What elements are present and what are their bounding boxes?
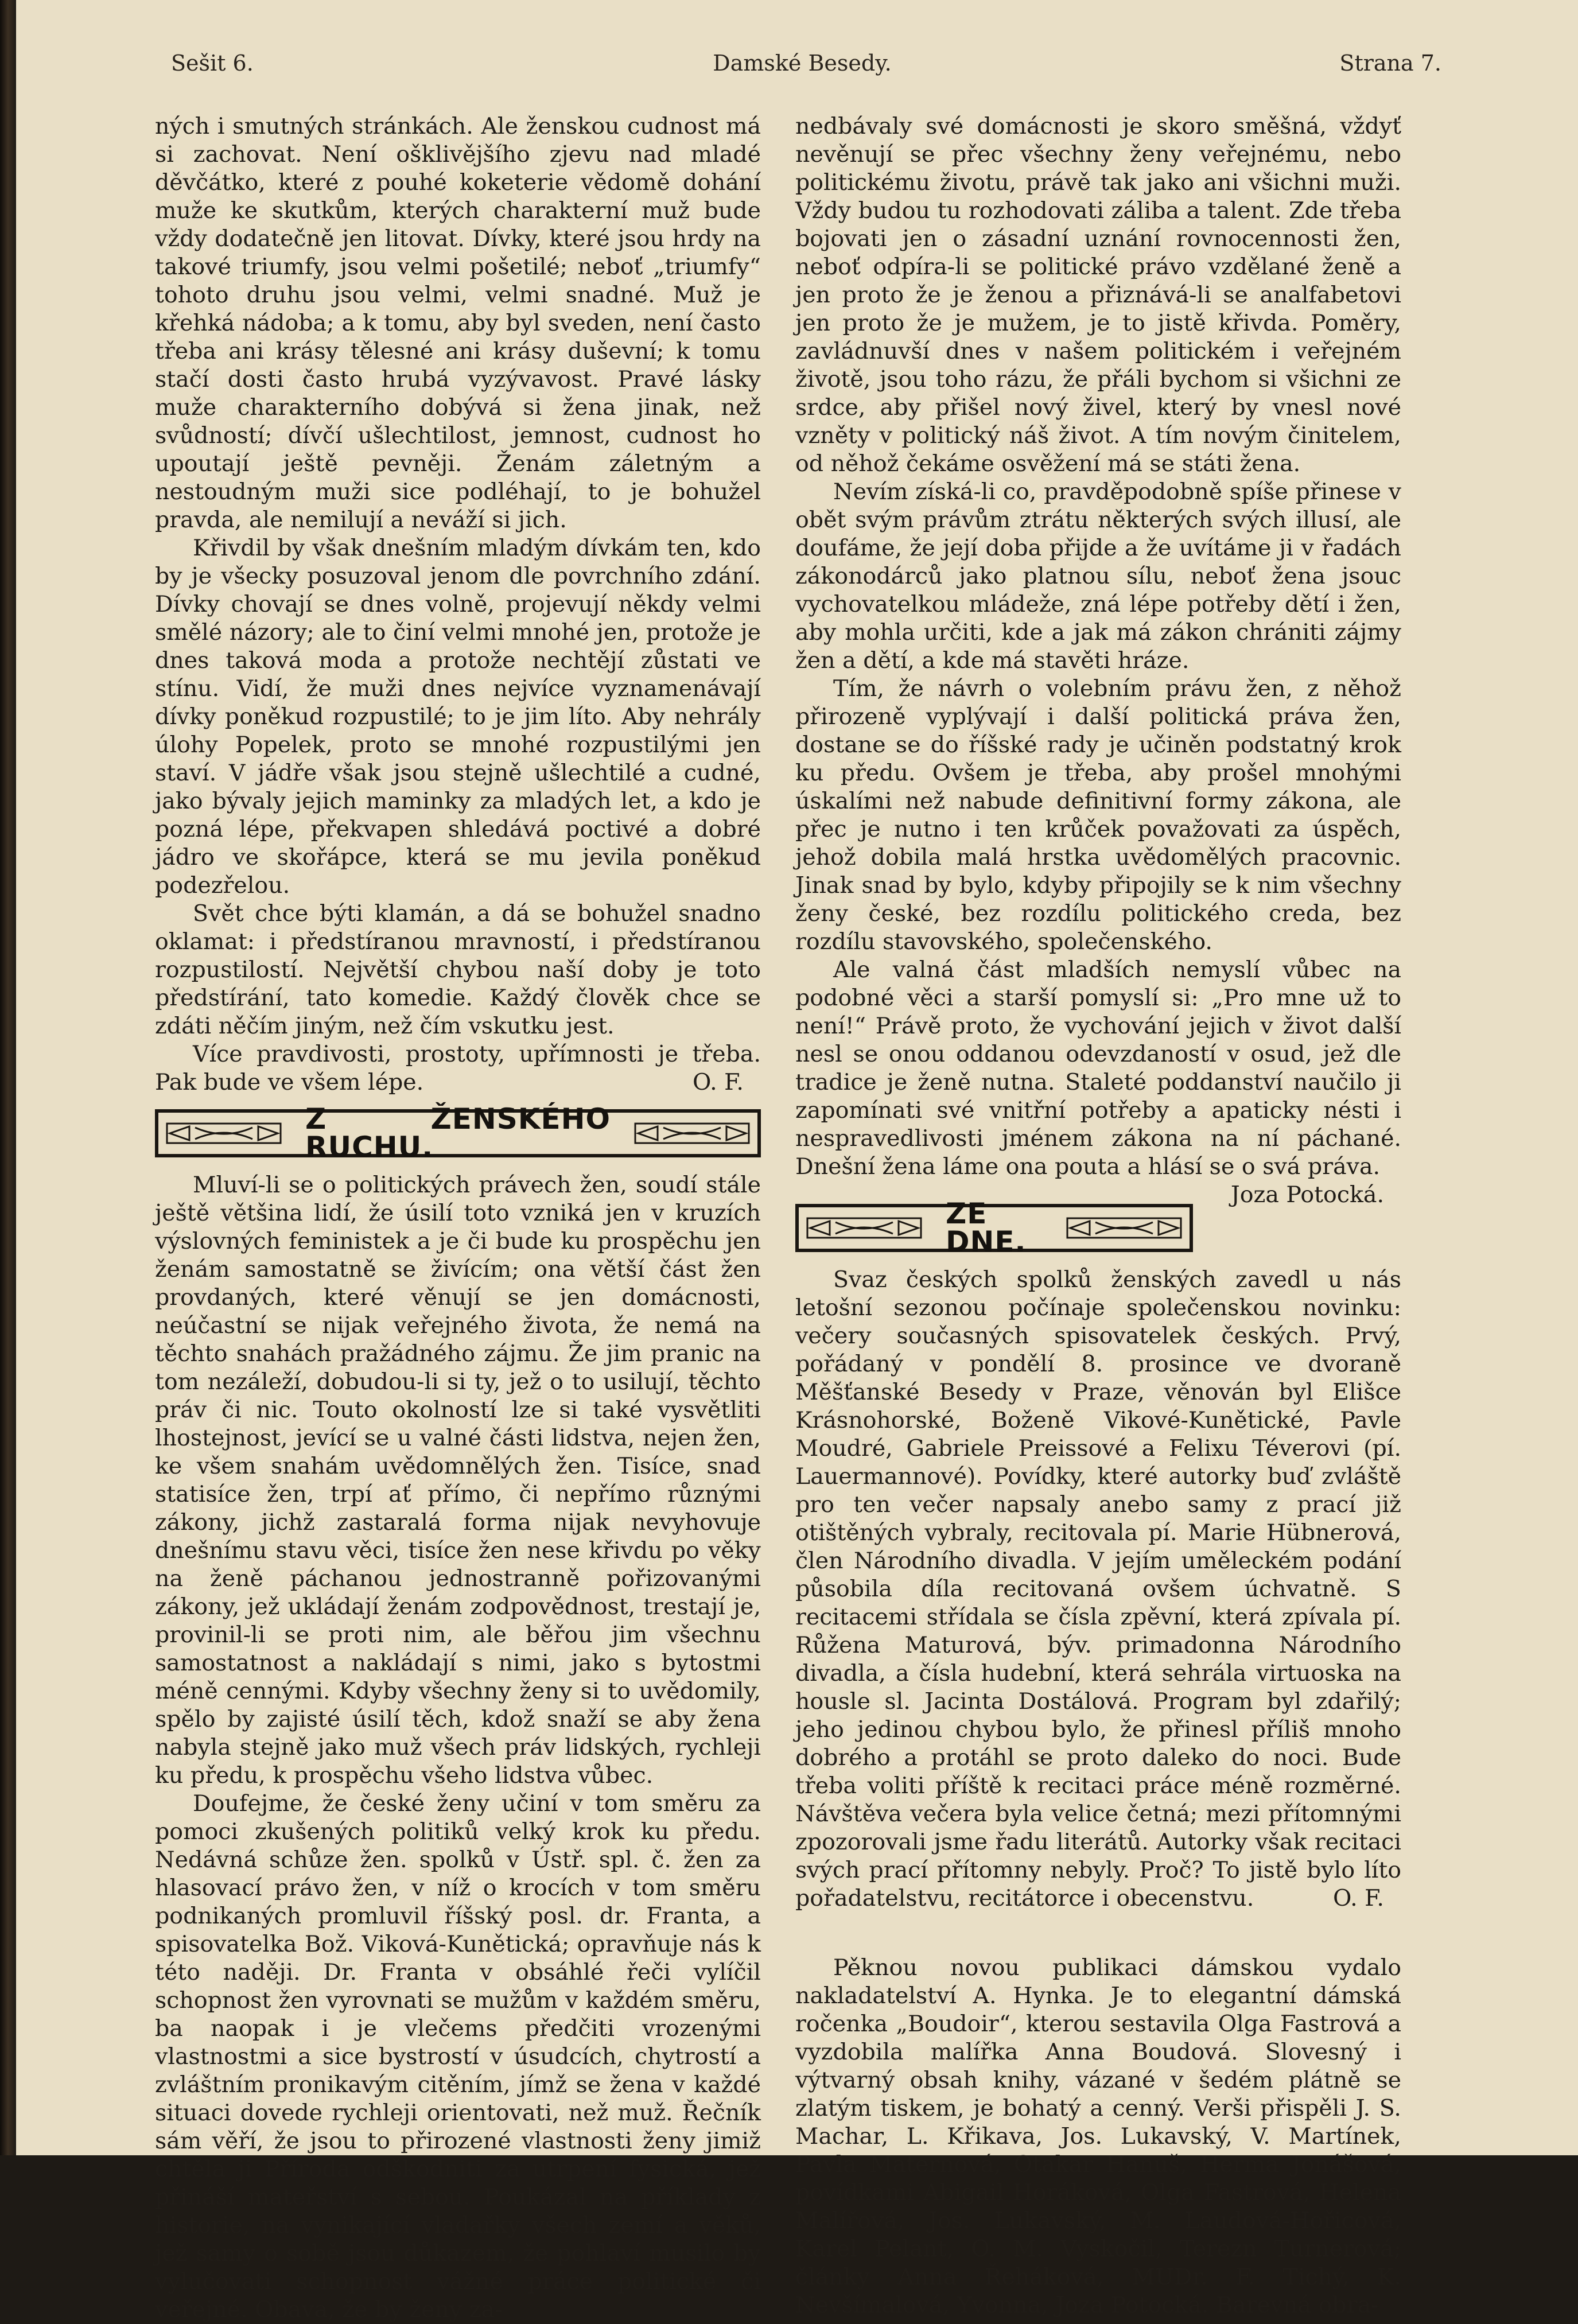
ornament-right [1067, 1218, 1181, 1238]
article-paragraph: nedbávaly své domácnosti je skoro směšná, vždyť nevěnují se přec všechny ženy veřejnému, nebo politickému životu, právě tak jako ani všichni muži. Vždy budou tu rozhodovati záliba a talent. Zde třeba bojovati jen o zásadní uznání rovnocennosti žen, neboť odpíra-li se politické právo vzdělané ženě a jen proto že je ženou a přiznává-li se analfabetovi jen proto že je mužem, je to jistě křivda. Poměry, zavládnuvší dnes v našem politickém i veřejném životě, jsou toho rázu, že přáli bychom si všichni ze srdce, aby přišel nový živel, který by vnesl nové vzněty v politický náš život. A tím novým činitelem, od něhož čekáme osvěžení má se státi žena. [795, 113, 1401, 477]
magazine-page [16, 0, 1578, 2323]
author-signature: O. F. [1333, 1885, 1384, 1911]
closing-sentence: Více pravdivosti, prostoty, upřímnosti je třeba. Pak bude ve všem lépe. [155, 1041, 761, 1095]
author-signature: O. F. [693, 1069, 744, 1095]
section-title: ZE DNE. [946, 1197, 1027, 1258]
book-spine [0, 0, 16, 2155]
section-title: Z ŽENSKÉHO RUCHU. [305, 1102, 611, 1164]
magazine-title: Damské Besedy. [713, 50, 892, 76]
page-number: Strana 7. [1339, 50, 1441, 76]
article-paragraph: Tím, že návrh o volebním právu žen, z něhož přirozeně vyplývají i další politická práva žen, dostane se do říšské rady je učiněn podstatný krok ku předu. Ovšem je třeba, aby prošel mnohými úskalími než nabude definitivní formy zákona, ale přec je nutno i ten krůček považovati za úspěch, jehož dobila malá hrstka uvědomělých pracovnic. Jinak snad by bylo, kdyby připojily se k nim všechny ženy české, bez rozdílu politického creda, bez rozdílu stavovského, společenského. [795, 675, 1401, 955]
running-header [171, 50, 1441, 85]
article-paragraph: Křivdil by však dnešním mladým dívkám ten, kdo by je všecky posuzoval jenom dle povrchního zdání. Dívky chovají se dnes volně, projevují někdy velmi smělé názory; ale to činí velmi mnohé jen, protože je dnes taková moda a protože nechtějí zůstati ve stínu. Vidí, že muži dnes nejvíce vyznamenávají dívky poněkud rozpustilé; to je jim líto. Aby nehrály úlohy Popelek, proto se mnohé rozpustilými jen staví. V jádře však jsou stejně ušlechtilé a cudné, jako bývaly jejich maminky za mladých let, a kdo je pozná lépe, překvapen shledává poctivé a dobré jádro ve skořápce, která se mu jevila poněkud podezřelou. [155, 535, 761, 899]
article-paragraph [155, 1040, 761, 1097]
issue-number: Sešit 6. [171, 50, 254, 76]
article-paragraph: Nevím získá-li co, pravděpodobně spíše přinese v obět svým právům ztrátu některých svých illusí, ale doufáme, že její doba přijde a že uvítáme ji v řadách zákonodárců jako platnou sílu, neboť žena jsouc vychovatelkou mládeže, zná lépe potřeby dětí i žen, aby mohla určiti, kde a jak má zákon chrániti zájmy žen a dětí, a kde má stavěti hráze. [795, 479, 1401, 674]
news-item-text: Svaz českých spolků ženských zavedl u nás letošní sezonou počínaje společenskou novinku: večery současných spisovatelek českých. Prvý, pořádaný v pondělí 8. prosince ve dvoraně Měšťanské Besedy v Praze, věnován byl Elišce Krásnohorské, Boženě Vikové-Kunětické, Pavle Moudré, Gabriele Preissové a Felixu Téverovi (pí. Lauermannové). Povídky, které autorky buď zvláště pro ten večer napsaly anebo samy z prací již otištěných vybraly, recitovala pí. Marie Hübnerová, člen Národního divadla. V jejím uměleckém podání působila díla recitovaná ovšem úchvatně. S recitacemi střídala se čísla zpěvní, která zpívala pí. Růžena Maturová, býv. primadonna Národního divadla, a čísla hudební, která sehrála virtuoska na housle sl. Jacinta Dostálová. Program byl zdařilý; jeho jedinou chybou bylo, že přinesl příliš mnoho dobrého a protáhl se proto daleko do noci. Bude třeba voliti příště k recitaci práce méně rozměrné. Návštěva večera byla velice četná; mezi přítomnými zpozorovali jsme řadu literátů. Autorky však recitaci svých prací přítomny nebyly. Proč? To jistě bylo líto pořadatelstvu, recitátorce i obecenstvu. [795, 1266, 1401, 1911]
article-paragraph: Mluví-li se o politických právech žen, soudí stále ještě většina lidí, že úsilí toto vzniká jen v kruzích výslovných feministek a je či bude ku prospěchu jen ženám samostatně se živícím; ona větší část žen provdaných, které věnují se jen domácnosti, neúčastní se nijak veřejného života, že nemá na těchto snahách pražádného zájmu. Že jim pranic na tom nezáleží, dobudou-li si ty, jež o to usilují, těchto práv či nic. Touto okolností lze si také vysvětliti lhostejnost, jevící se u valné části lidstva, nejen žen, ke všem snahám uvědomnělých žen. Tisíce, snad statisíce žen, trpí ať přímo, či nepřímo různými zákony, jichž zastaralá forma nijak nevyhovuje dnešnímu stavu věci, tisíce žen nese křivdu po věky na ženě páchanou jednostranně pořizovanými zákony, jež ukládají ženám zodpovědnost, trestají je, provinil-li se proti nim, ale běřou jim všechnu samostatnost a nakládají s nimi, jako s bytostmi méně cennými. Kdyby všechny ženy si to uvědomily, spělo by zajisté úsilí těch, kdož snaží se aby žena nabyla stejně jako muž všech práv lidských, rychleji ku předu, k prospěchu všeho lidstva vůbec. [155, 1172, 761, 1789]
ornament-left [166, 1123, 281, 1144]
article-paragraph [795, 956, 1401, 1208]
ornament-right [635, 1123, 749, 1144]
right-column [795, 112, 1401, 2319]
article-paragraph: Svět chce býti klamán, a dá se bohužel snadno oklamat: i předstíranou mravností, i předstíranou rozpustilostí. Největší chybou naší doby je toto předstírání, tato komedie. Každý člověk chce se zdáti něčím jiným, než čím vskutku jest. [155, 900, 761, 1039]
ornament-left [807, 1218, 922, 1238]
section-header-zenskeho-ruchu [155, 1102, 761, 1164]
article-paragraph [795, 1266, 1401, 1913]
article-paragraph: Pěknou novou publikaci dámskou vydalo nakladatelství A. Hynka. Je to elegantní dámská ročenka „Boudoir“, kterou sestavila Olga Fastrová a vyzdobila malířka Anna Boudová. Slovesný i výtvarný obsah knihy, vázané v šedém plátně se zlatým tiskem, je bohatý a cenný. Verši přispěli J. S. Machar, L. Křikava, Jos. Lukavský, V. Martínek, Pavla Maternová, Otakar Hanuš, Herma Jonášová, povídkami Abigail Horáková, Olga Fastrová, Helena Malířová, Jos. Lukavský, M. Laudová-Hořicová, Karel Pelant, O. M. Vyskočil, Terezn Turnerová; články Anna Řeháková, MUDr. F. Tichý, K. Nevšímalová, Yvonna, Joza Potocká. Barevná obra- [795, 1954, 1401, 2318]
article-paragraph: ných i smutných stránkách. Ale ženskou cudnost má si zachovat. Není ošklivějšího zjevu nad mladé děvčátko, které z pouhé koketerie vědomě dohání muže ke skutkům, kterých charakterní muž bude vždy dodatečně jen litovat. Dívky, které jsou hrdy na takové triumfy, jsou velmi pošetilé; neboť „triumfy“ tohoto druhu jsou velmi, velmi snadné. Muž je křehká nádoba; a k tomu, aby byl sveden, není často třeba ani krásy tělesné ani krásy duševní; k tomu stačí dosti často hrubá vyzývavost. Pravé lásky muže charakterního dobývá si žena jinak, než svůdností; dívčí ušlechtilost, jemnost, cudnost ho upoutají ještě pevněji. Ženám záletným a nestoudným muži sice podléhají, to je bohužel pravda, ale nemilují a neváží si jich. [155, 113, 761, 533]
author-signature: Joza Potocká. [1230, 1182, 1384, 1208]
article-paragraph: Doufejme, že české ženy učiní v tom směru za pomoci zkušených politiků velký krok ku předu. Nedávná schůze žen. spolků v Ústř. spl. č. žen za hlasovací právo žen, v níž o krocích v tom směru podnikaných promluvil říšský posl. dr. Franta, a spisovatelka Bož. Viková-Kunětická; opravňuje nás k této naději. Dr. Franta v obsáhlé řeči vylíčil schopnost žen vyrovnati se mužům v každém směru, ba naopak i je vlečems předčiti vrozenými vlastnostmi a sice bystrostí v úsudcích, chytrostí a zvláštním pronikavým citěním, jímž se žena v každé situaci dovede rychleji orientovati, než muž. Řečník sám věří, že jsou to přirozené vlastnosti ženy jimiž chtěla ji Příroda odškodniti za utrpení fysická, jež přináší mateřství s sebou. Poukázal na příklady z historie, na vynikající vladařky všech zemí a věků, jež samy o sobě jsou důkazem, že pohlaví musilo by vylučovati schopnost vážné práce politické či veřejné. Obava, že by ženy za- [155, 1790, 761, 2323]
section-header-ze-dne [795, 1197, 1193, 1258]
spacer [795, 1913, 1401, 1954]
left-column [155, 112, 761, 2324]
closing-paragraph-text: Ale valná část mladších nemyslí vůbec na podobné věci a starší pomyslí si: „Pro mne už to není!“ Právě proto, že vychování jejich v život další nesl se onou oddanou odevzdaností v osud, jež dle tradice je ženě nutna. Staleté poddanství naučilo ji zapomínati své vnitřní potřeby a apaticky nésti i nespravedlivosti jménem zákona na ní páchané. Dnešní žena láme ona pouta a hlásí se o svá práva. [795, 957, 1401, 1180]
